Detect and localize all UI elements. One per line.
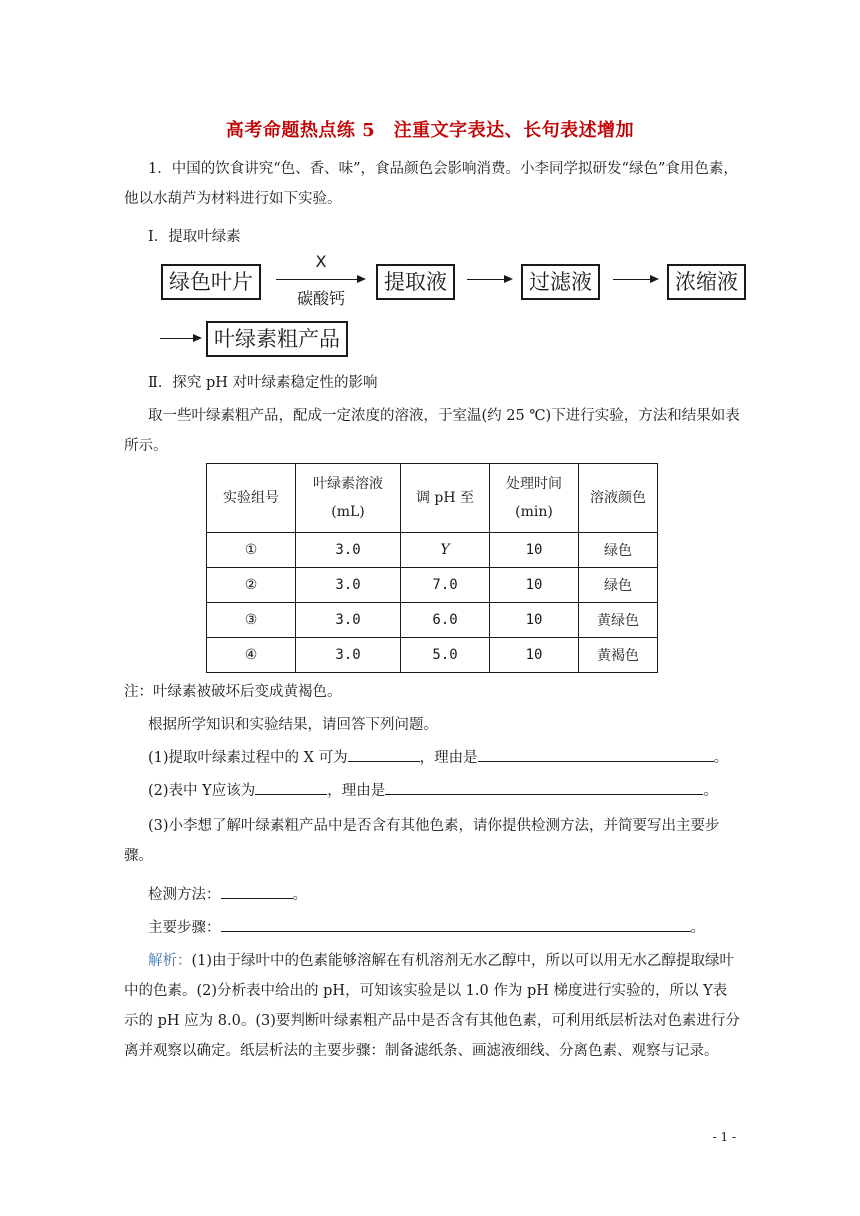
page-title: 高考命题热点练 5 注重文字表达、长句表述增加 — [225, 120, 635, 141]
table-row — [207, 568, 658, 603]
cell-color: 黄绿色 — [579, 603, 658, 638]
answer-blank-y[interactable] — [255, 778, 327, 795]
cell-color: 黄褐色 — [579, 638, 658, 673]
part-1-heading: Ⅰ．提取叶绿素 — [148, 229, 241, 245]
cell-time: 10 — [490, 638, 579, 673]
flow-box-concentrate: 浓缩液 — [667, 264, 746, 300]
table-row — [207, 638, 658, 673]
cell-volume: 3.0 — [296, 533, 401, 568]
detection-method-label: 检测方法： — [148, 887, 221, 903]
header-solution — [296, 464, 401, 533]
table-note: 注：叶绿素被破坏后变成黄褐色。 — [124, 684, 342, 700]
cell-group: ③ — [207, 603, 296, 638]
cell-color: 绿色 — [579, 568, 658, 603]
flow-box-filtrate: 过滤液 — [521, 264, 600, 300]
answer-text: (1)由于绿叶中的色素能够溶解在有机溶剂无水乙醇中，所以可以用无水乙醇提取绿叶中的色素。(2)分析表中给出的 pH，可知该实验是以 1.0 作为 pH 梯度进行实验的，所以 Y表示的 pH 应为 8.0。(3)要判断叶绿素粗产品中是否含有其他色素，可利用纸层析法对色素进行分离并观察以确定。纸层析法的主要步骤：制备滤纸条、画滤液细线、分离色素、观察与记录。 — [124, 953, 740, 1059]
flow-box-extract: 提取液 — [376, 264, 455, 300]
answer-blank-method[interactable] — [221, 882, 293, 899]
cell-ph: Y — [401, 533, 490, 568]
header-ph: 调 pH 至 — [401, 464, 490, 533]
cell-color: 绿色 — [579, 533, 658, 568]
table-header-row — [207, 464, 658, 533]
main-steps-end: 。 — [690, 920, 705, 936]
question-2-text: (2)表中 Y应该为 — [148, 783, 256, 799]
header-solution-unit: (mL) — [331, 504, 365, 520]
question-1-text: (1)提取叶绿素过程中的 X 可为 — [148, 750, 348, 766]
cell-time: 10 — [490, 533, 579, 568]
answer-blank-reason-2[interactable] — [385, 778, 703, 795]
header-time — [490, 464, 579, 533]
flow-arrow-3 — [613, 279, 657, 280]
main-steps-label: 主要步骤： — [148, 920, 221, 936]
flow-box-green-leaves: 绿色叶片 — [161, 264, 261, 300]
header-solution-label: 叶绿素溶液 — [313, 476, 383, 492]
cell-group: ② — [207, 568, 296, 603]
header-time-label: 处理时间 — [506, 476, 562, 492]
page-number: - 1 - — [712, 1130, 736, 1144]
answer-blank-reason-1[interactable] — [478, 745, 714, 762]
flow-arrow-1 — [276, 279, 364, 280]
flow-arrow-label-x: X — [315, 252, 327, 271]
question-1-reason-label: ，理由是 — [419, 750, 478, 766]
header-color: 溶液颜色 — [579, 464, 658, 533]
answer-explanation — [124, 946, 740, 1066]
flow-arrow-label-caco3: 碳酸钙 — [296, 289, 345, 308]
table-row — [207, 533, 658, 568]
cell-time: 10 — [490, 603, 579, 638]
detection-method — [124, 880, 740, 910]
question-2-reason-label: ，理由是 — [327, 783, 386, 799]
answer-blank-x[interactable] — [348, 745, 420, 762]
flow-arrow-4 — [160, 338, 200, 339]
flow-arrow-2 — [467, 279, 511, 280]
cell-group: ① — [207, 533, 296, 568]
cell-ph: 5.0 — [401, 638, 490, 673]
table-row — [207, 603, 658, 638]
cell-ph: 6.0 — [401, 603, 490, 638]
question-3: (3)小李想了解叶绿素粗产品中是否含有其他色素，请你提供检测方法，并简要写出主要步骤。 — [124, 818, 720, 864]
experiment-setup: 取一些叶绿素粗产品，配成一定浓度的溶液，于室温(约 25 ℃)下进行实验，方法和结果如表所示。 — [124, 408, 740, 454]
part-2-heading: Ⅱ．探究 pH 对叶绿素稳定性的影响 — [148, 375, 378, 391]
answer-label: 解析： — [148, 953, 192, 969]
cell-ph: 7.0 — [401, 568, 490, 603]
main-steps — [124, 913, 740, 943]
question-intro: 1．中国的饮食讲究“色、香、味”，食品颜色会影响消费。小李同学拟研发“绿色”食用色素，他以水葫芦为材料进行如下实验。 — [124, 161, 738, 207]
results-table — [206, 463, 658, 673]
flow-box-crude-product: 叶绿素粗产品 — [206, 321, 348, 357]
header-group: 实验组号 — [207, 464, 296, 533]
question-1 — [124, 743, 740, 773]
cell-volume: 3.0 — [296, 638, 401, 673]
answer-prompt: 根据所学知识和实验结果，请回答下列问题。 — [148, 717, 438, 733]
detection-method-end: 。 — [292, 887, 307, 903]
cell-volume: 3.0 — [296, 603, 401, 638]
cell-volume: 3.0 — [296, 568, 401, 603]
cell-group: ④ — [207, 638, 296, 673]
cell-time: 10 — [490, 568, 579, 603]
question-1-end: 。 — [713, 750, 729, 766]
question-2-end: 。 — [703, 783, 718, 799]
question-2 — [124, 776, 740, 806]
header-time-unit: (min) — [515, 504, 553, 520]
answer-blank-steps[interactable] — [221, 915, 691, 932]
